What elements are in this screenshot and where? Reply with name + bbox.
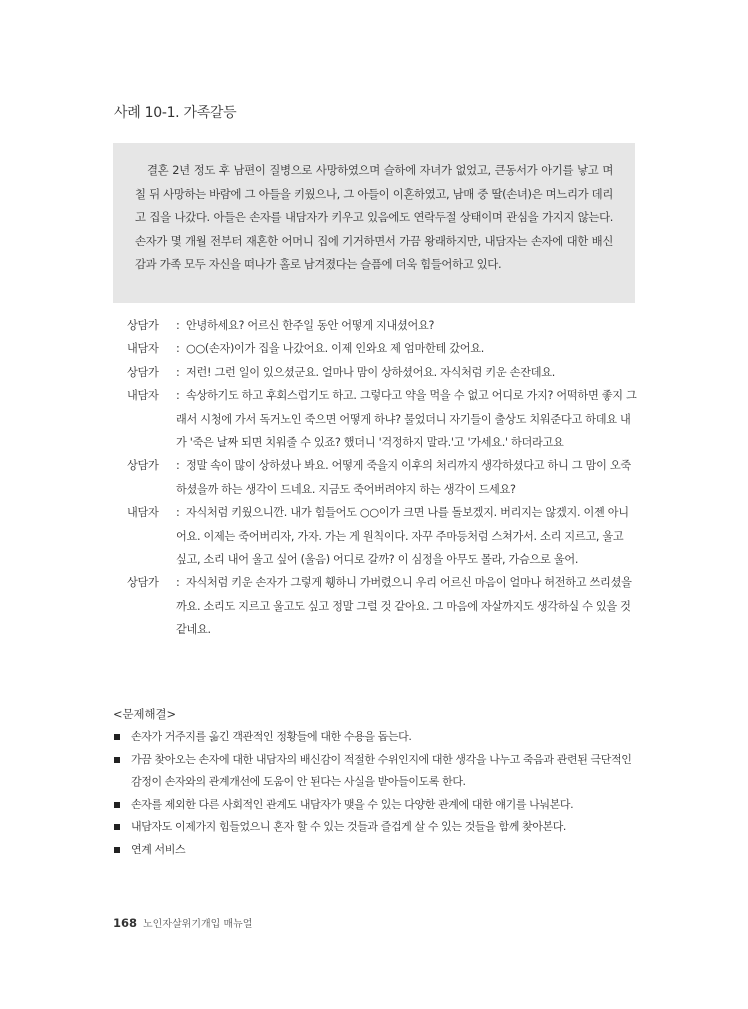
utterance: : 자식처럼 키웠으니깐. 내가 힘들어도 ○○이가 크면 나를 돌보겠지. 버리지는 않겠지. 이젠 아니어요. 이제는 죽어버리자, 가자. 가는 게 원칙이다. 자꾸 주마등처럼 스쳐가서. 소리 지르고, 울고 싶고, 소리 내어 울고 싶어 (울음) 어디로 갈까? 이 심정을 아무도 몰라, 가슴으로 울어. xyxy=(176,506,629,567)
utterance: : ○○(손자)이가 집을 나갔어요. 이제 인와요 제 엄마한테 갔어요. xyxy=(176,342,485,356)
solution-item: 손자를 제외한 다른 사회적인 관계도 내담자가 맺을 수 있는 다양한 관계에 대한 얘기를 나눠본다. xyxy=(113,794,638,817)
dialogue-turn xyxy=(127,454,637,501)
solution-list xyxy=(113,726,638,861)
counseling-dialogue xyxy=(127,314,637,642)
case-title: 사례 10-1. 가족갈등 xyxy=(114,105,237,121)
utterance: : 정말 속이 많이 상하셨나 봐요. 어떻게 죽을지 이후의 처리까지 생각하셨다고 하니 그 맘이 오죽하셨을까 하는 생각이 드네요. 지금도 죽어버려야지 하는 생각이 드세요? xyxy=(176,459,631,496)
solution-item: 손자가 거주지를 옮긴 객관적인 정황들에 대한 수용을 돕는다. xyxy=(113,726,638,749)
utterance: : 저런! 그런 일이 있으셨군요. 얼마나 맘이 상하셨어요. 자식처럼 키운 손잔데요. xyxy=(176,365,555,379)
square-bullet-icon xyxy=(114,847,120,853)
dialogue-turn xyxy=(127,501,637,571)
problem-solving-section xyxy=(113,703,638,861)
speaker-label: 상담가 xyxy=(127,459,159,473)
dialogue-turn xyxy=(127,384,637,454)
dialogue-turn xyxy=(127,337,637,360)
case-description-box xyxy=(113,143,635,303)
case-description: 결혼 2년 정도 후 남편이 질병으로 사망하였으며 슬하에 자녀가 없었고, 큰동서가 아기를 낳고 며칠 뒤 사망하는 바람에 그 아들을 키웠으나, 그 아들이 이혼하였고, 남매 중 딸(손녀)은 며느리가 데리고 집을 나갔다. 아들은 손자를 내담자가 키우고 있음에도 연락두절 상태이며 관심을 가지지 않는다. 손자가 몇 개월 전부터 재혼한 어머니 집에 기거하면서 가끔 왕래하지만, 내담자는 손자에 대한 배신감과 가족 모두 자신을 떠나가 홀로 남겨졌다는 슬픔에 더욱 힘들어하고 있다. xyxy=(135,163,613,272)
speaker-label: 상담가 xyxy=(127,576,159,590)
speaker-label: 내담자 xyxy=(127,342,159,356)
solution-item: 내담자도 이제가지 힘들었으니 혼자 할 수 있는 것들과 즐겁게 살 수 있는 것들을 함께 찾아본다. xyxy=(113,816,638,839)
dialogue-turn xyxy=(127,361,637,384)
page-number: 168 xyxy=(113,916,138,930)
solution-heading: <문제해결> xyxy=(113,707,177,721)
speaker-label: 상담가 xyxy=(127,319,159,332)
solution-item: 연계 서비스 xyxy=(113,839,638,862)
page-footer xyxy=(113,915,252,930)
square-bullet-icon xyxy=(114,824,120,830)
utterance: : 안녕하세요? 어르신 한주일 동안 어떻게 지내셨어요? xyxy=(176,319,435,332)
square-bullet-icon xyxy=(114,802,120,808)
solution-item: 가끔 찾아오는 손자에 대한 내담자의 배신감이 적절한 수위인지에 대한 생각을 나누고 죽음과 관련된 극단적인 감정이 손자와의 관계개선에 도움이 안 된다는 사실을 받아들이도록 한다. xyxy=(113,749,638,794)
utterance: : 자식처럼 키운 손자가 그렇게 휑하니 가버렸으니 우리 어르신 마음이 얼마나 허전하고 쓰리셨을까요. 소리도 지르고 울고도 싶고 정말 그럴 것 같아요. 그 마음에 자살까지도 생각하실 수 있을 것 같네요. xyxy=(176,576,632,637)
manual-title: 노인자살위기개입 매뉴얼 xyxy=(143,919,253,930)
speaker-label: 내담자 xyxy=(127,506,159,520)
dialogue-turn xyxy=(127,571,637,641)
speaker-label: 내담자 xyxy=(127,389,159,403)
dialogue-turn xyxy=(127,314,637,337)
speaker-label: 상담가 xyxy=(127,365,159,379)
square-bullet-icon xyxy=(114,757,120,763)
utterance: : 속상하기도 하고 후회스럽기도 하고. 그렇다고 약을 먹을 수 없고 어디로 가지? 어떡하면 좋지 그래서 시청에 가서 독거노인 죽으면 어떻게 하냐? 물었더니 자기들이 출상도 치워준다고 하데요 내가 '죽은 날짜 되면 치워줄 수 있죠? 했더니 '걱정하지 말라.'고 '가세요.' 하더라고요 xyxy=(176,389,637,450)
square-bullet-icon xyxy=(114,734,120,740)
